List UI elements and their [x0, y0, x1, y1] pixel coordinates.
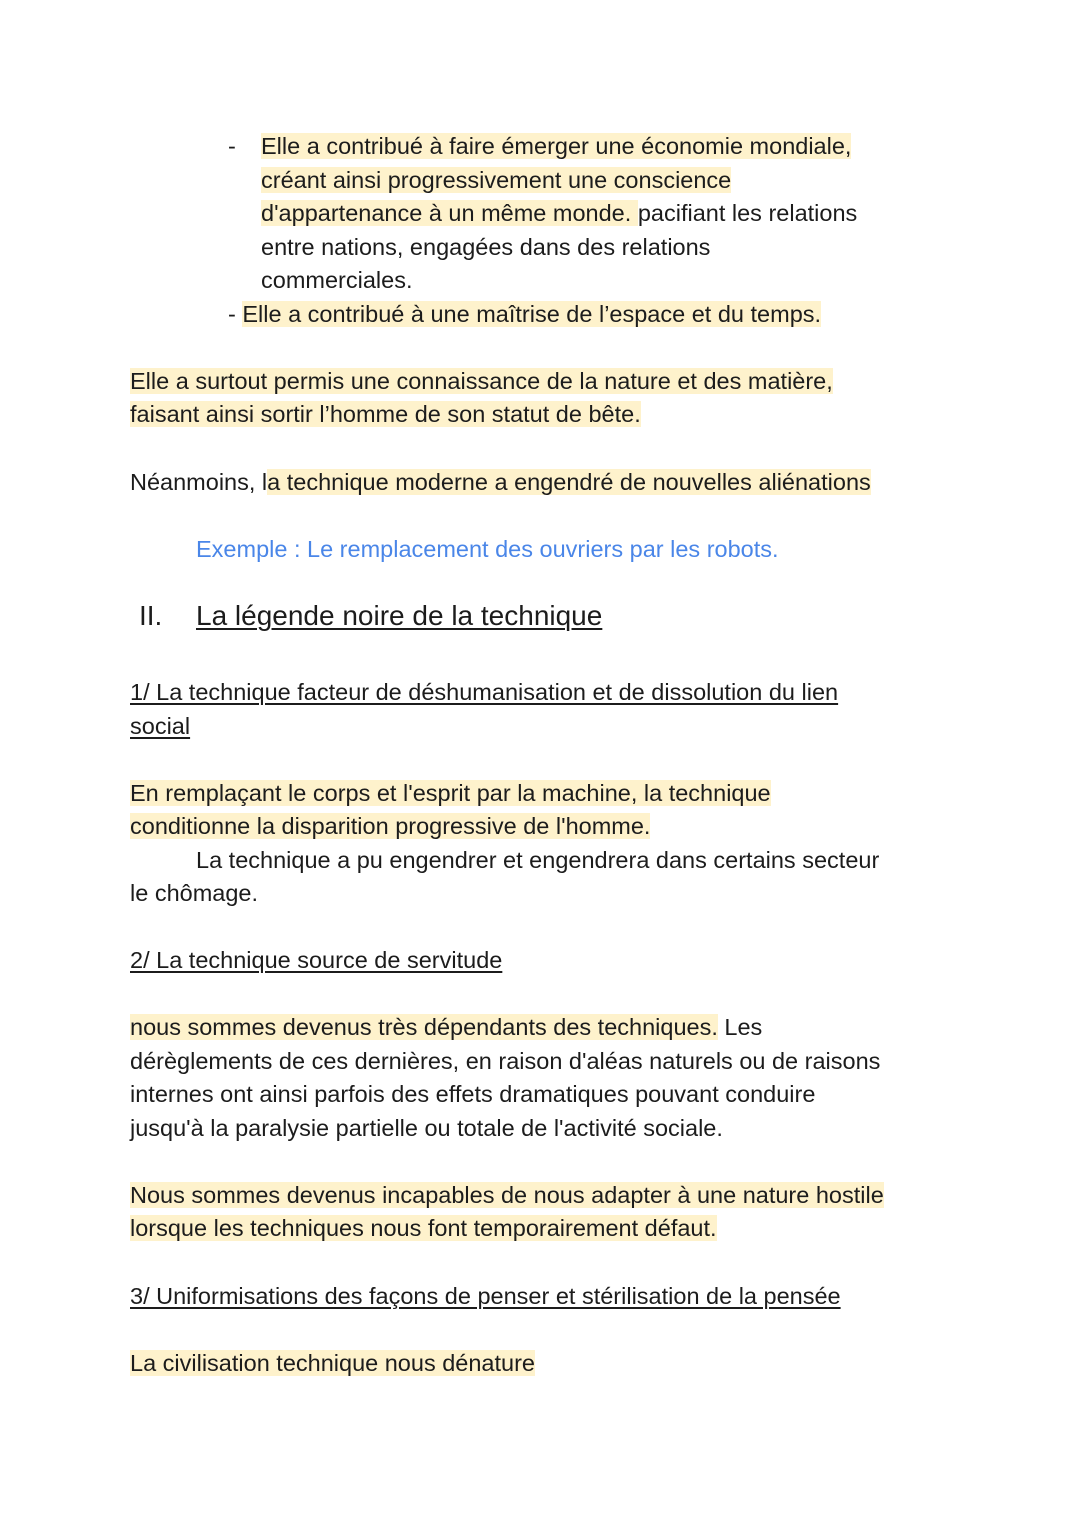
paragraph-line: La technique a pu engendrer et engendrera dans certains secteur: [196, 847, 880, 873]
example-line: Exemple : Le remplacement des ouvriers par les robots.: [196, 536, 779, 562]
plain-text: Néanmoins, l: [130, 469, 268, 495]
paragraph-line: [130, 811, 650, 841]
highlighted-text: faisant ainsi sortir l’homme de son statut de bête.: [130, 401, 641, 427]
subheading: 3/ Uniformisations des façons de penser et stérilisation de la pensée: [130, 1283, 841, 1309]
paragraph-line: internes ont ainsi parfois des effets dramatiques pouvant conduire: [130, 1081, 816, 1107]
bullet-line: [261, 165, 731, 195]
section-number: II.: [139, 600, 163, 631]
bullet-line: [261, 198, 857, 228]
highlighted-text: créant ainsi progressivement une conscience: [261, 167, 732, 193]
highlighted-text: Elle a contribué à faire émerger une économie mondiale,: [261, 133, 852, 159]
bullet-dash: -: [228, 301, 243, 327]
highlighted-text: d'appartenance à un même monde.: [261, 200, 638, 226]
plain-text: Les: [717, 1014, 763, 1040]
paragraph-line: [130, 1348, 535, 1378]
highlighted-text: Elle a contribué à une maîtrise de l’espace et du temps.: [242, 301, 822, 327]
paragraph-line: [130, 778, 771, 808]
bullet-line: [228, 299, 821, 329]
paragraph-line: [130, 399, 641, 429]
paragraph-line: [130, 1012, 762, 1042]
paragraph-line: le chômage.: [130, 880, 259, 906]
bullet-dash: -: [228, 133, 236, 159]
highlighted-text: En remplaçant le corps et l'esprit par la machine, la technique: [130, 780, 771, 806]
bullet-line: [261, 131, 851, 161]
paragraph-line: [130, 366, 833, 396]
paragraph-line: [130, 467, 871, 497]
bullet-line: commerciales.: [261, 267, 413, 293]
highlighted-text: La civilisation technique nous dénature: [130, 1350, 535, 1376]
highlighted-text: nous sommes devenus très dépendants des techniques.: [130, 1014, 718, 1040]
highlighted-text: conditionne la disparition progressive de l'homme.: [130, 813, 651, 839]
highlighted-text: lorsque les techniques nous font temporairement défaut.: [130, 1215, 717, 1241]
paragraph-line: [130, 1180, 884, 1210]
bullet-line: entre nations, engagées dans des relations: [261, 234, 711, 260]
highlighted-text: Elle a surtout permis une connaissance de la nature et des matière,: [130, 368, 833, 394]
subheading: 2/ La technique source de servitude: [130, 947, 503, 973]
subheading: social: [130, 713, 191, 739]
section-title: La légende noire de la technique: [196, 600, 603, 631]
paragraph-line: dérèglements de ces dernières, en raison d'aléas naturels ou de raisons: [130, 1048, 881, 1074]
highlighted-text: Nous sommes devenus incapables de nous adapter à une nature hostile: [130, 1182, 884, 1208]
highlighted-text: a technique moderne a engendré de nouvelles aliénations: [267, 469, 871, 495]
subheading: 1/ La technique facteur de déshumanisation et de dissolution du lien: [130, 679, 839, 705]
paragraph-line: [130, 1213, 717, 1243]
plain-text: pacifiant les relations: [637, 200, 858, 226]
paragraph-line: jusqu'à la paralysie partielle ou totale de l'activité sociale.: [130, 1115, 723, 1141]
